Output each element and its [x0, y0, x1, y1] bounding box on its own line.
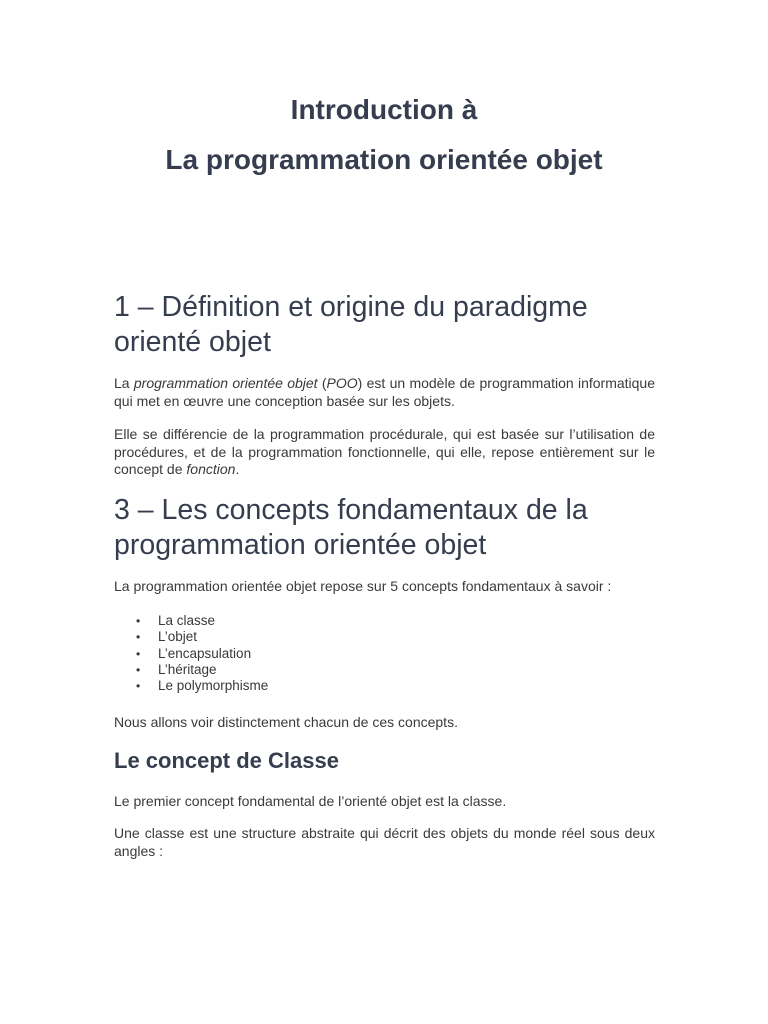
section3-outro: Nous allons voir distinctement chacun de ces concepts.	[114, 714, 458, 730]
concepts-list	[114, 613, 268, 694]
section1-heading: 1 – Définition et origine du paradigme orienté objet	[114, 291, 588, 358]
list-item: • La classe	[158, 613, 268, 629]
para2-before: Elle se différencie de la programmation procédurale, qui est basée sur l’utilisation de procédures, et de la programmation fonctionnelle, qui elle, repose entièrement sur le concept de	[114, 426, 655, 477]
para1-before: La	[114, 375, 134, 391]
document-title-line1: Introduction à	[290, 94, 478, 125]
para1-after: ) est un modèle de programmation informatique qui met en œuvre une conception basée sur les objets.	[114, 375, 655, 409]
para1-mid: (	[317, 375, 327, 391]
list-item: • L’objet	[158, 629, 268, 645]
list-item: • L’encapsulation	[158, 646, 268, 662]
list-item: • Le polymorphisme	[158, 678, 268, 694]
classe-paragraph2: Une classe est une structure abstraite qui décrit des objets du monde réel sous deux angles :	[114, 825, 655, 859]
document-title-line2: La programmation orientée objet	[165, 144, 603, 175]
para1-term: programmation orientée objet	[133, 375, 318, 391]
para2-after: .	[235, 461, 240, 477]
section1-paragraph1	[114, 375, 655, 410]
section3-intro: La programmation orientée objet repose sur 5 concepts fondamentaux à savoir :	[114, 578, 612, 594]
para1-abbr: POO	[326, 375, 358, 391]
para2-term: fonction	[186, 461, 236, 477]
section1-paragraph2	[114, 426, 655, 479]
classe-paragraph1: Le premier concept fondamental de l’orienté objet est la classe.	[114, 793, 507, 809]
section3-heading: 3 – Les concepts fondamentaux de la programmation orientée objet	[114, 494, 588, 561]
list-item: • L’héritage	[158, 662, 268, 678]
classe-heading: Le concept de Classe	[114, 748, 339, 773]
